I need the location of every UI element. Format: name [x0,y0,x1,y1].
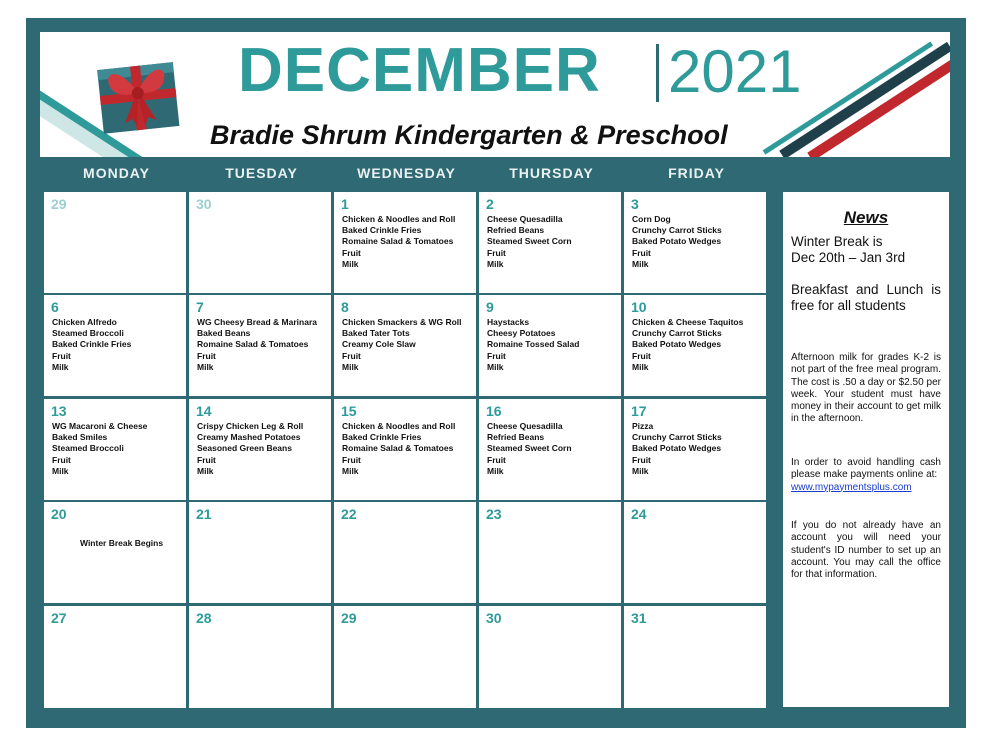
menu-item: Baked Crinkle Fries [342,432,422,443]
menu-item: Milk [52,465,69,476]
menu-item: Fruit [52,454,71,465]
day-number: 21 [196,506,212,522]
day-number: 14 [196,403,212,419]
menu-item: Fruit [197,350,216,361]
news-panel [783,192,949,707]
day-number: 30 [486,610,502,626]
day-number: 31 [631,610,647,626]
menu-list [342,421,455,477]
day-cell [189,502,331,603]
menu-item: Pizza [632,421,654,431]
day-cell [479,606,621,708]
payments-info [791,457,941,494]
day-number: 17 [631,403,647,419]
menu-item: Steamed Sweet Corn [487,443,572,454]
menu-item: Milk [342,361,359,372]
menu-item: Corn Dog [632,214,671,224]
day-number: 10 [631,299,647,315]
menu-item: Fruit [487,350,506,361]
menu-item: Milk [487,258,504,269]
free-meals-notice: Breakfast and Lunch is free for all students [791,282,941,313]
day-number: 3 [631,196,639,212]
menu-item: Baked Beans [197,328,251,339]
day-cell [44,502,186,603]
menu-item: Fruit [342,247,361,258]
day-cell [44,606,186,708]
navy-stripe-right [779,42,950,157]
gift-box-icon [90,52,186,143]
menu-item: Baked Crinkle Fries [52,339,132,350]
menu-list [632,214,722,270]
menu-item: Milk [342,258,359,269]
day-cell [44,399,186,500]
day-number: 24 [631,506,647,522]
menu-item: Baked Potato Wedges [632,339,722,350]
day-number: 2 [486,196,494,212]
menu-list [197,317,317,373]
menu-item: Crispy Chicken Leg & Roll [197,421,304,431]
menu-item: Creamy Cole Slaw [342,339,416,350]
menu-item: Romaine Salad & Tomatoes [197,339,309,350]
menu-item: Haystacks [487,317,530,327]
menu-list [52,421,147,477]
day-cell [624,295,766,396]
menu-item: Romaine Salad & Tomatoes [342,236,454,247]
day-number: 6 [51,299,59,315]
event-note [80,538,163,549]
menu-item: Chicken & Cheese Taquitos [632,317,744,327]
menu-item: Chicken & Noodles and Roll [342,214,456,224]
winter-break-line1: Winter Break is [791,234,883,249]
menu-item: Chicken & Noodles and Roll [342,421,456,431]
day-number: 13 [51,403,67,419]
day-cell [334,399,476,500]
menu-item: Fruit [487,454,506,465]
menu-list [342,214,455,270]
news-title: News [843,208,889,227]
day-number: 7 [196,299,204,315]
menu-item: Milk [632,258,649,269]
menu-item: Milk [632,361,649,372]
title-divider [656,44,659,102]
menu-item: Refried Beans [487,225,545,236]
menu-item: Creamy Mashed Potatoes [197,432,301,443]
weekday-header: MONDAY [83,165,150,181]
payments-text: In order to avoid handling cash please make payments online at: [791,457,941,481]
menu-item: Milk [342,465,359,476]
day-cell [334,192,476,293]
day-cell [479,502,621,603]
account-info: If you do not already have an account you will need your student's ID number to set up an account. You may call the office for that information. [791,520,941,581]
day-number: 15 [341,403,357,419]
menu-item: Crunchy Carrot Sticks [632,432,722,443]
menu-list [632,421,722,477]
month-title: DECEMBER [238,36,601,105]
menu-item: Milk [197,465,214,476]
menu-item: Steamed Broccoli [52,443,124,454]
day-cell [624,192,766,293]
day-cell [479,295,621,396]
payments-link[interactable]: www.mypaymentsplus.com [791,481,912,493]
menu-item: Cheesy Potatoes [487,328,556,339]
milk-info: Afternoon milk for grades K-2 is not part of the free meal program. The cost is .50 a day or $2.50 per week. Your student must have money in their account to get milk in the afternoon. [791,352,941,425]
weekday-header: TUESDAY [225,165,298,181]
menu-item: Crunchy Carrot Sticks [632,328,722,339]
menu-item: Fruit [632,454,651,465]
day-cell [624,399,766,500]
menu-item: Seasoned Green Beans [197,443,292,454]
menu-item: Milk [632,465,649,476]
day-number: 8 [341,299,349,315]
event-text: Winter Break Begins [80,538,164,548]
menu-item: Chicken Smackers & WG Roll [342,317,462,327]
winter-break-notice [791,234,941,266]
menu-item: WG Cheesy Bread & Marinara [197,317,317,327]
day-cell [189,399,331,500]
day-number: 9 [486,299,494,315]
menu-item: Cheese Quesadilla [487,214,563,224]
calendar-header [40,32,950,157]
menu-item: Milk [487,361,504,372]
day-cell [189,606,331,708]
day-cell [334,502,476,603]
menu-item: Fruit [342,350,361,361]
day-cell [44,192,186,293]
menu-list [487,421,572,477]
day-cell [334,295,476,396]
menu-item: Baked Crinkle Fries [342,225,422,236]
winter-break-line2: Dec 20th – Jan 3rd [791,250,906,265]
menu-item: Baked Smiles [52,432,108,443]
weekday-header: WEDNESDAY [357,165,456,181]
day-number: 27 [51,610,67,626]
day-cell [44,295,186,396]
menu-list [52,317,131,373]
menu-list [487,317,579,373]
menu-list [197,421,303,477]
menu-item: Fruit [632,247,651,258]
day-cell [189,192,331,293]
menu-item: Romaine Salad & Tomatoes [342,443,454,454]
menu-item: Fruit [52,350,71,361]
menu-item: Baked Tater Tots [342,328,410,339]
day-number: 22 [341,506,357,522]
menu-item: Steamed Broccoli [52,328,124,339]
day-cell [624,606,766,708]
year-title: 2021 [668,38,802,105]
menu-item: Chicken Alfredo [52,317,117,327]
day-number: 1 [341,196,349,212]
menu-item: Refried Beans [487,432,545,443]
menu-item: Milk [52,361,69,372]
day-number: 28 [196,610,212,626]
menu-item: Fruit [487,247,506,258]
day-cell [334,606,476,708]
day-number: 23 [486,506,502,522]
day-number: 30 [196,196,212,212]
day-cell [189,295,331,396]
menu-item: Fruit [342,454,361,465]
day-cell [624,502,766,603]
weekday-header: FRIDAY [668,165,725,181]
day-cell [479,192,621,293]
day-cell [479,399,621,500]
menu-item: Baked Potato Wedges [632,443,722,454]
menu-list [632,317,743,373]
menu-item: Baked Potato Wedges [632,236,722,247]
day-number: 16 [486,403,502,419]
menu-item: Romaine Tossed Salad [487,339,580,350]
day-number: 20 [51,506,67,522]
menu-item: Fruit [197,454,216,465]
menu-list [487,214,572,270]
school-name: Bradie Shrum Kindergarten & Preschool [210,120,728,150]
menu-item: Milk [197,361,214,372]
menu-item: Milk [487,465,504,476]
day-number: 29 [51,196,67,212]
menu-item: Fruit [632,350,651,361]
day-number: 29 [341,610,357,626]
menu-item: WG Macaroni & Cheese [52,421,148,431]
menu-item: Steamed Sweet Corn [487,236,572,247]
weekday-header: THURSDAY [509,165,594,181]
menu-item: Cheese Quesadilla [487,421,563,431]
menu-item: Crunchy Carrot Sticks [632,225,722,236]
menu-list [342,317,462,373]
